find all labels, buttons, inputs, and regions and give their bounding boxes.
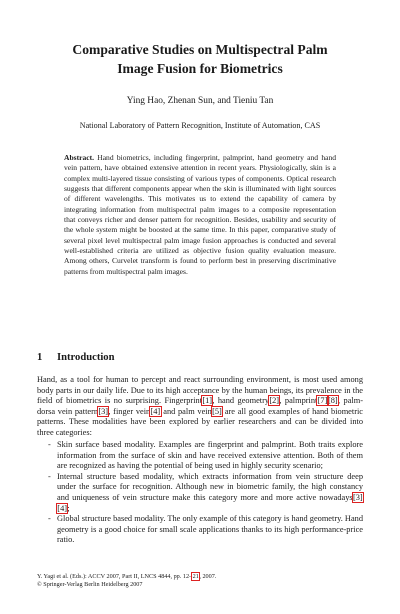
intro-text: are all good examples of hand biometric patterns. These modalities have been explored by earlier researchers and can be divided into three categories: [37, 406, 364, 437]
list-item-text: Skin surface based modality. Examples are fingerprint and palmprint. Both traits explore information from the surface of skin and have received extensive attention. Both of them are recognized as having the potential of being used in highly security scenario; [57, 440, 363, 471]
intro-text: Hand, as a tool for human to percept and react surrounding environment, is most used among body parts in our daily life. Due to its high acceptance by the human beings, its prevalence in the field of biometrics is no surprising. Fingerprint [37, 375, 363, 406]
intro-text: , finger vein [108, 406, 151, 416]
section-number: 1 [37, 352, 43, 363]
page-range-link[interactable]: 21 [192, 573, 199, 580]
list-item-text: Internal structure based modality, which extracts information from vein structure deep under the surface for recognition. Although new in biometric family, the high constancy and uniqueness of vein structure make this category more and more active nowadays [57, 471, 363, 503]
affiliation: National Laboratory of Pattern Recognition, Institute of Automation, CAS [79, 121, 321, 130]
section-title: Introduction [57, 352, 115, 363]
author-list: Ying Hao, Zhenan Sun, and Tieniu Tan [126, 96, 274, 106]
copyright-line: © Springer-Verlag Berlin Heidelberg 2007 [37, 581, 143, 589]
citation-link[interactable]: [8] [327, 396, 338, 406]
list-item-text: Global structure based modality. The only example of this category is hand geometry. Hand geometry is a good choice for small scale applications thanks to its high performance-price ratio. [57, 514, 363, 545]
intro-text: and palm vein [160, 406, 212, 416]
citation-line [37, 573, 216, 581]
citation-link[interactable]: [2] [269, 396, 280, 406]
list-item [48, 514, 363, 546]
citation-link[interactable]: [7] [317, 396, 328, 406]
title-line-2: Image Fusion for Biometrics [117, 61, 283, 76]
footer-text: Y. Yagi et al. (Eds.): ACCV 2007, Part II, LNCS 4844, pp. 12– [37, 573, 193, 580]
list-item [48, 440, 363, 472]
footer-text: , 2007. [199, 573, 217, 580]
citation-link[interactable]: [3] [98, 406, 109, 416]
paper-title [20, 40, 380, 78]
intro-body [37, 375, 363, 546]
abstract [64, 153, 336, 277]
bullet-mark: - [48, 440, 51, 450]
category-list [37, 440, 363, 545]
intro-text: , palmprint [279, 396, 318, 406]
list-item-text: ; [67, 503, 70, 513]
bullet-mark: - [48, 471, 51, 481]
intro-paragraph [37, 375, 363, 438]
abstract-label: Abstract. [64, 153, 94, 162]
section-heading [37, 352, 115, 363]
title-line-1: Comparative Studies on Multispectral Palm [72, 42, 328, 57]
intro-text: , palm-dorsa vein pattern [37, 396, 363, 416]
citation-link[interactable]: [5] [212, 406, 222, 416]
citation-link[interactable]: [3] [352, 493, 363, 503]
abstract-text: Hand biometrics, including fingerprint, palmprint, hand geometry and hand vein pattern, have obtained extensive attention in recent years. Physiologically, skin is a complex multi-layered tissue consisting of various types of components. Optical research suggests that different components appear when the skin is illuminated with light sources of different wavelengths. This motivates us to extend the capability of camera by integrating information from multispectral palm images to a composite representation that conveys richer and denser pattern for recognition. Besides, usability and security of the whole system might be boosted at the same time. In this paper, comparative study of several pixel level multispectral palm image fusion approaches is conducted and several well-established criteria are utilized as objective fusion quality evaluation measure. Among others, Curvelet transform is found to perform best in preserving discriminative patterns from multispectral palm images. [64, 153, 336, 276]
intro-text: , hand geometry [212, 396, 270, 406]
citation-link[interactable]: [1] [202, 396, 213, 406]
citation-link[interactable]: [4] [57, 503, 68, 513]
bullet-mark: - [48, 514, 51, 524]
list-item [48, 471, 363, 514]
page-footer [37, 573, 216, 589]
citation-link[interactable]: [4] [150, 406, 161, 416]
